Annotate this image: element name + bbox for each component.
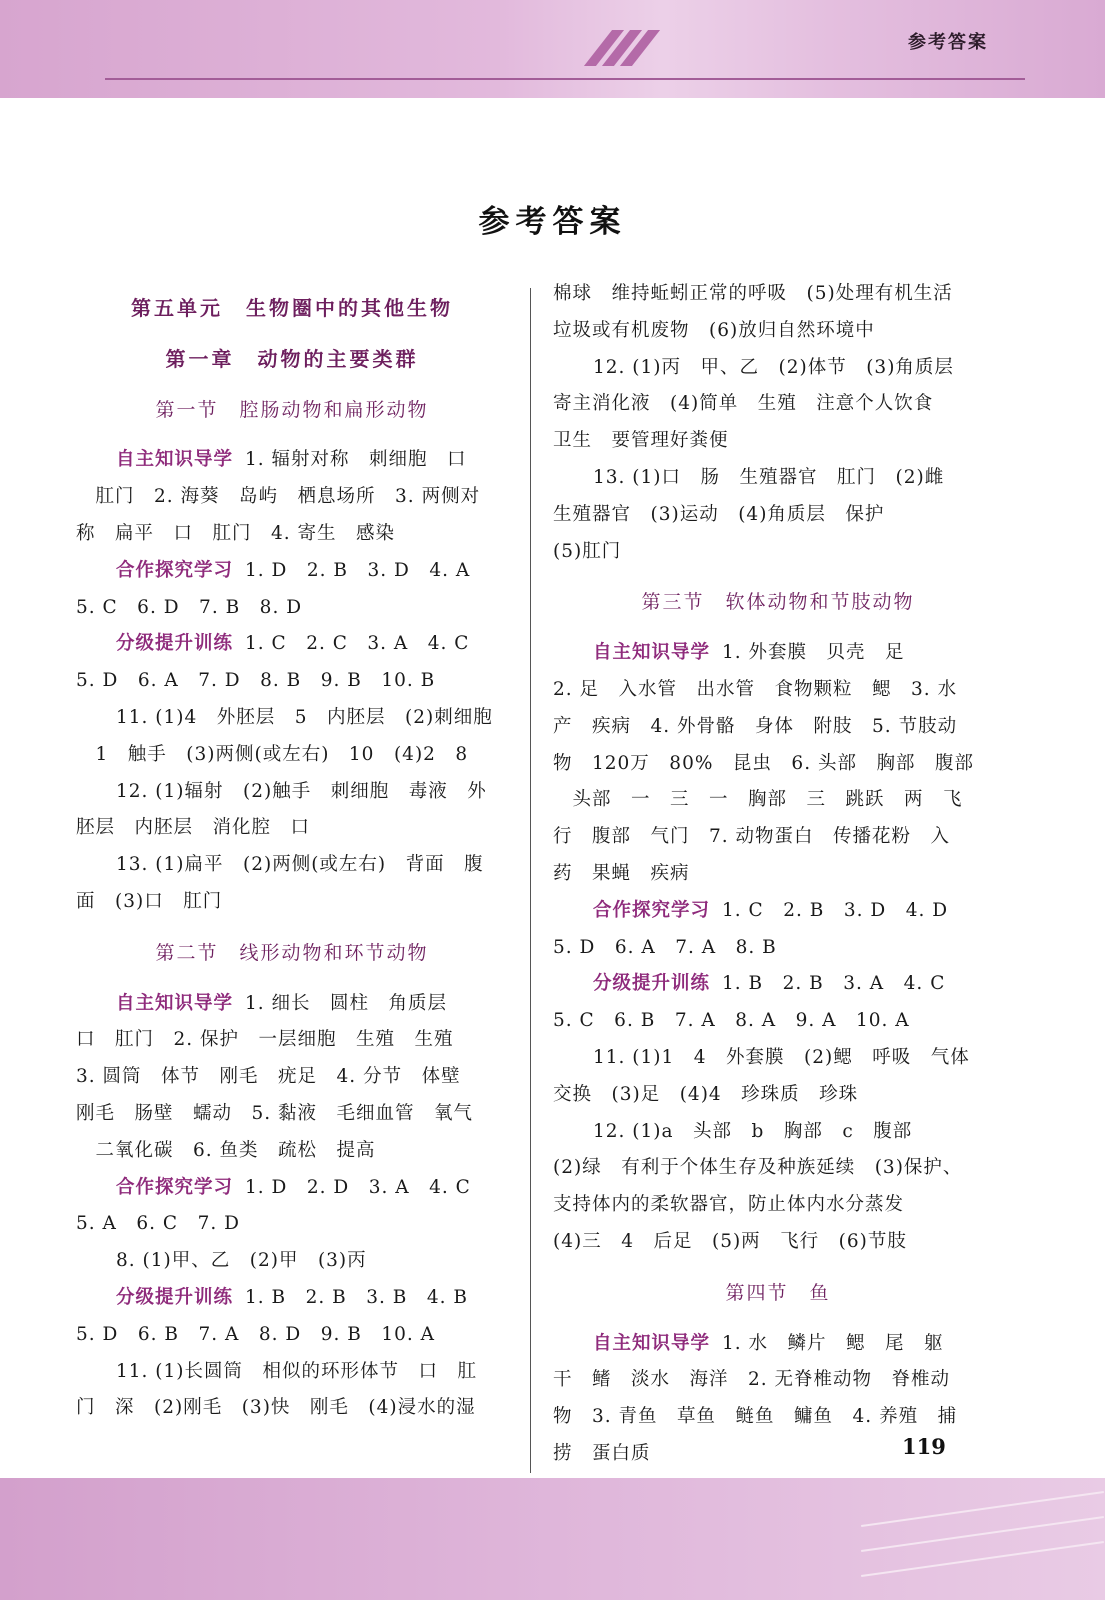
section-heading <box>76 290 508 327</box>
answer-text: 1. B 2. B 3. A 4. C <box>722 973 946 995</box>
answer-line <box>76 1354 508 1391</box>
column-divider <box>530 288 531 1473</box>
answer-line <box>76 442 508 479</box>
header-stripes-decoration <box>598 30 668 66</box>
answer-line <box>553 460 1003 497</box>
answer-text: 生殖器官 (3)运动 (4)角质层 保护 <box>553 503 885 525</box>
answer-text: (5)肛门 <box>553 540 622 562</box>
answer-text: 垃圾或有机废物 (6)放归自然环境中 <box>553 319 875 341</box>
section-label: 自主知识导学 <box>593 1332 711 1354</box>
answer-line <box>76 1280 508 1317</box>
answer-text: 2. 足 入水管 出水管 食物颗粒 鳃 3. 水 <box>553 678 958 700</box>
answer-line <box>76 774 508 811</box>
answer-line <box>553 893 1003 930</box>
answer-line <box>553 819 1003 856</box>
answer-text: 1. 外套膜 贝壳 足 <box>722 642 905 664</box>
answer-line <box>76 663 508 700</box>
answer-line <box>553 497 1003 534</box>
answer-line <box>76 1096 508 1133</box>
answer-line <box>553 672 1003 709</box>
answer-line <box>76 516 508 553</box>
answer-text: 肛门 2. 海葵 岛屿 栖息场所 3. 两侧对 <box>76 486 481 508</box>
answer-line <box>76 1059 508 1096</box>
answer-line <box>553 1003 1003 1040</box>
answer-text: 第二节 线形动物和环节动物 <box>155 941 429 964</box>
answer-text: 口 肛门 2. 保护 一层细胞 生殖 生殖 <box>76 1029 454 1051</box>
answer-line <box>76 847 508 884</box>
answer-text: 11. (1)4 外胚层 5 内胚层 (2)刺细胞 <box>116 706 493 728</box>
answer-text: 物 120万 80% 昆虫 6. 头部 胸部 腹部 <box>553 752 974 774</box>
answer-text: 5. D 6. B 7. A 8. D 9. B 10. A <box>76 1323 436 1345</box>
answer-line <box>553 930 1003 967</box>
answer-line <box>553 534 1003 571</box>
answer-line <box>553 423 1003 460</box>
answer-text: 物 3. 青鱼 草鱼 鲢鱼 鳙鱼 4. 养殖 捕 <box>553 1406 958 1428</box>
answer-text: 产 疾病 4. 外骨骼 身体 附肢 5. 节肢动 <box>553 715 958 737</box>
answer-line <box>553 350 1003 387</box>
page-number: 119 <box>902 1434 946 1459</box>
section-label: 分级提升训练 <box>116 1286 234 1308</box>
answer-line <box>76 479 508 516</box>
answer-text: 12. (1)丙 甲、乙 (2)体节 (3)角质层 <box>593 356 954 378</box>
answer-text: 1 触手 (3)两侧(或左右) 10 (4)2 8 <box>76 743 469 765</box>
answer-text: 药 果蝇 疾病 <box>553 862 690 884</box>
section-heading <box>76 935 508 972</box>
answer-text: 12. (1)辐射 (2)触手 刺细胞 毒液 外 <box>116 780 487 802</box>
page-title: 参考答案 <box>478 204 627 240</box>
running-header: 参考答案 <box>908 32 988 53</box>
answer-text: 卫生 要管理好粪便 <box>553 430 729 452</box>
section-label: 自主知识导学 <box>116 449 234 471</box>
answer-line <box>553 1040 1003 1077</box>
left-column <box>76 276 508 1427</box>
answer-text: 面 (3)口 肛门 <box>76 890 223 912</box>
answer-text: 5. D 6. A 7. A 8. B <box>553 936 777 958</box>
answer-text: 棉球 维持蚯蚓正常的呼吸 (5)处理有机生活 <box>553 283 953 304</box>
answer-line <box>553 856 1003 893</box>
answer-text: 交换 (3)足 (4)4 珍珠质 珍珠 <box>553 1083 859 1105</box>
answer-line <box>76 1243 508 1280</box>
answer-line <box>553 313 1003 350</box>
answer-text: 第一章 动物的主要类群 <box>165 346 419 371</box>
answer-text: 头部 一 三 一 胸部 三 跳跃 两 飞 <box>553 789 963 811</box>
section-heading <box>76 341 508 378</box>
section-label: 合作探究学习 <box>116 559 234 581</box>
answer-text: 5. A 6. C 7. D <box>76 1213 240 1235</box>
answer-text: 8. (1)甲、乙 (2)甲 (3)丙 <box>116 1250 367 1272</box>
footer-stripes-decoration <box>860 1478 1105 1600</box>
answer-line <box>553 276 1003 313</box>
answer-text: 5. C 6. B 7. A 8. A 9. A 10. A <box>553 1010 910 1032</box>
answer-line <box>553 709 1003 746</box>
answer-text: 二氧化碳 6. 鱼类 疏松 提高 <box>76 1139 376 1161</box>
answer-line <box>76 553 508 590</box>
answer-line <box>76 1317 508 1354</box>
answer-line <box>553 1224 1003 1261</box>
answer-text: 捞 蛋白质 <box>553 1442 651 1464</box>
section-label: 合作探究学习 <box>593 899 711 921</box>
answer-text: 行 腹部 气门 7. 动物蛋白 传播花粉 入 <box>553 826 951 848</box>
answer-line <box>553 1187 1003 1224</box>
section-label: 分级提升训练 <box>593 973 711 995</box>
answer-text: (2)绿 有利于个体生存及种族延续 (3)保护、 <box>553 1157 963 1179</box>
answer-line <box>76 700 508 737</box>
answer-text: 11. (1)1 4 外套膜 (2)鳃 呼吸 气体 <box>593 1046 970 1068</box>
answer-text: 第三节 软体动物和节肢动物 <box>641 591 915 614</box>
answer-line <box>76 1170 508 1207</box>
answer-text: 第四节 鱼 <box>725 1281 831 1304</box>
answer-line <box>76 884 508 921</box>
answer-text: 门 深 (2)刚毛 (3)快 刚毛 (4)浸水的湿 <box>76 1397 476 1419</box>
answer-text: 刚毛 肠壁 蠕动 5. 黏液 毛细血管 氧气 <box>76 1102 474 1124</box>
answer-text: 3. 圆筒 体节 刚毛 疣足 4. 分节 体壁 <box>76 1066 461 1088</box>
answer-text: 寄主消化液 (4)简单 生殖 注意个人饮食 <box>553 393 934 415</box>
answer-line <box>76 1022 508 1059</box>
section-label: 自主知识导学 <box>593 642 711 664</box>
section-label: 自主知识导学 <box>116 992 234 1014</box>
answer-line <box>553 635 1003 672</box>
section-label: 分级提升训练 <box>116 633 234 655</box>
answer-text: 1. D 2. B 3. D 4. A <box>245 559 471 581</box>
answer-text: 1. B 2. B 3. B 4. B <box>245 1286 469 1308</box>
answer-line <box>76 626 508 663</box>
answer-text: (4)三 4 后足 (5)两 飞行 (6)节肢 <box>553 1230 907 1252</box>
answer-line <box>553 746 1003 783</box>
answer-text: 1. C 2. C 3. A 4. C <box>245 633 470 655</box>
answer-line <box>553 782 1003 819</box>
answer-text: 第一节 腔肠动物和扁形动物 <box>155 398 429 421</box>
answer-text: 支持体内的柔软器官，防止体内水分蒸发 <box>553 1194 905 1216</box>
answer-text: 干 鳍 淡水 海洋 2. 无脊椎动物 脊椎动 <box>553 1369 951 1391</box>
answer-line <box>553 1399 1003 1436</box>
answer-line <box>553 1362 1003 1399</box>
answer-line <box>553 1114 1003 1151</box>
right-column <box>553 276 1003 1473</box>
section-heading <box>553 584 1003 621</box>
answer-line <box>553 1150 1003 1187</box>
answer-line <box>76 986 508 1023</box>
answer-text: 1. 细长 圆柱 角质层 <box>245 992 448 1014</box>
answer-text: 1. 辐射对称 刺细胞 口 <box>245 449 467 471</box>
answer-text: 1. 水 鳞片 鳃 尾 躯 <box>722 1332 944 1354</box>
answer-text: 称 扁平 口 肛门 4. 寄生 感染 <box>76 522 396 544</box>
answer-text: 12. (1)a 头部 b 胸部 c 腹部 <box>593 1120 913 1142</box>
answer-text: 5. C 6. D 7. B 8. D <box>76 596 303 618</box>
answer-text: 第五单元 生物圈中的其他生物 <box>131 296 453 320</box>
answer-line <box>553 966 1003 1003</box>
answer-line <box>76 1133 508 1170</box>
answer-line <box>76 1206 508 1243</box>
section-label: 合作探究学习 <box>116 1176 234 1198</box>
answer-line <box>553 386 1003 423</box>
section-heading <box>76 392 508 429</box>
answer-line <box>553 1077 1003 1114</box>
answer-text: 1. C 2. B 3. D 4. D <box>722 899 949 921</box>
answer-line <box>553 1326 1003 1363</box>
header-rule <box>105 78 1025 80</box>
answer-line <box>76 810 508 847</box>
answer-text: 13. (1)扁平 (2)两侧(或左右) 背面 腹 <box>116 854 484 876</box>
answer-text: 13. (1)口 肠 生殖器官 肛门 (2)雌 <box>593 466 945 488</box>
answer-line <box>76 737 508 774</box>
answer-text: 11. (1)长圆筒 相似的环形体节 口 肛 <box>116 1360 478 1382</box>
answer-text: 1. D 2. D 3. A 4. C <box>245 1176 471 1198</box>
answer-line <box>76 1390 508 1427</box>
answer-line <box>76 590 508 627</box>
answer-text: 胚层 内胚层 消化腔 口 <box>76 817 311 839</box>
section-heading <box>553 1275 1003 1312</box>
answer-text: 5. D 6. A 7. D 8. B 9. B 10. B <box>76 670 436 692</box>
